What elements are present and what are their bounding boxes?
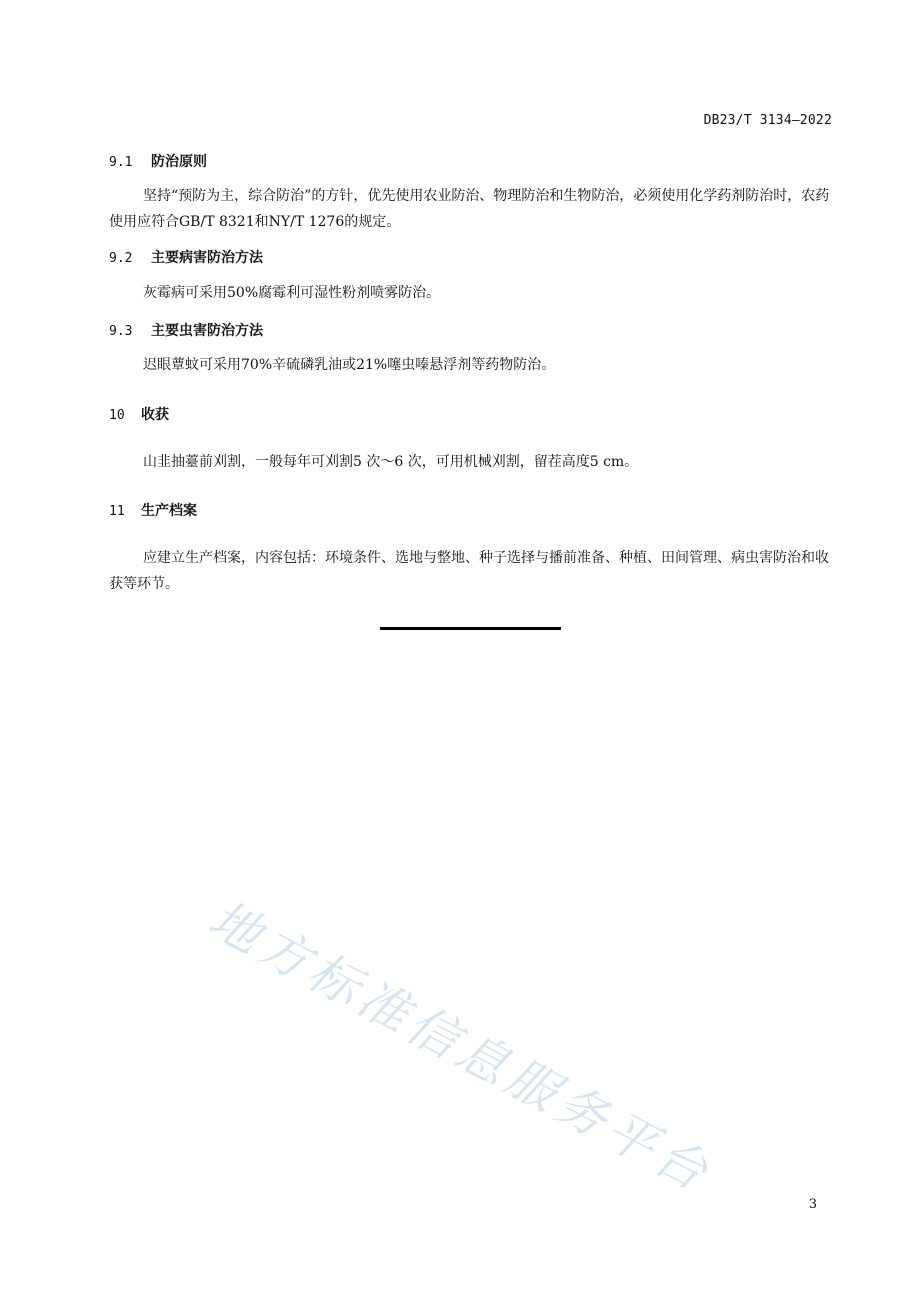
document-code: DB23/T 3134—2022 xyxy=(703,113,832,128)
section-title: 防治原则 xyxy=(151,154,207,170)
section-number: 9.3 xyxy=(109,324,133,339)
section-body-11: 应建立生产档案，内容包括：环境条件、选地与整地、种子选择与播前准备、种植、田间管理、病虫害防治和收获等环节。 xyxy=(109,550,829,592)
section-number: 11 xyxy=(109,504,125,519)
page-number: 3 xyxy=(808,1197,817,1212)
section-title: 收获 xyxy=(141,407,169,423)
section-number: 9.1 xyxy=(109,155,133,170)
section-title: 主要病害防治方法 xyxy=(151,250,263,266)
section-heading-10 xyxy=(109,404,169,424)
section-body-9-3: 迟眼蕈蚊可采用70%辛硫磷乳油或21%噻虫嗪悬浮剂等药物防治。 xyxy=(143,357,556,373)
section-body-10: 山韭抽薹前刈割，一般每年可刈割5 次～6 次，可用机械刈割，留茬高度5 cm。 xyxy=(143,454,639,470)
section-heading-9-2 xyxy=(109,247,263,267)
section-heading-9-1 xyxy=(109,151,207,171)
section-heading-9-3 xyxy=(109,320,263,340)
section-body-9-2: 灰霉病可采用50%腐霉利可湿性粉剂喷雾防治。 xyxy=(143,285,441,301)
end-of-document-rule xyxy=(380,627,561,630)
section-body-9-1: 坚持“预防为主，综合防治”的方针，优先使用农业防治、物理防治和生物防治，必须使用化学药剂防治时，农药使用应符合GB/T 8321和NY/T 1276的规定。 xyxy=(109,188,830,230)
section-number: 9.2 xyxy=(109,251,133,266)
section-number: 10 xyxy=(109,408,125,423)
section-heading-11 xyxy=(109,500,197,520)
section-title: 生产档案 xyxy=(141,503,197,519)
watermark: 地方标准信息服务平台 xyxy=(199,889,722,1204)
section-title: 主要虫害防治方法 xyxy=(151,323,263,339)
